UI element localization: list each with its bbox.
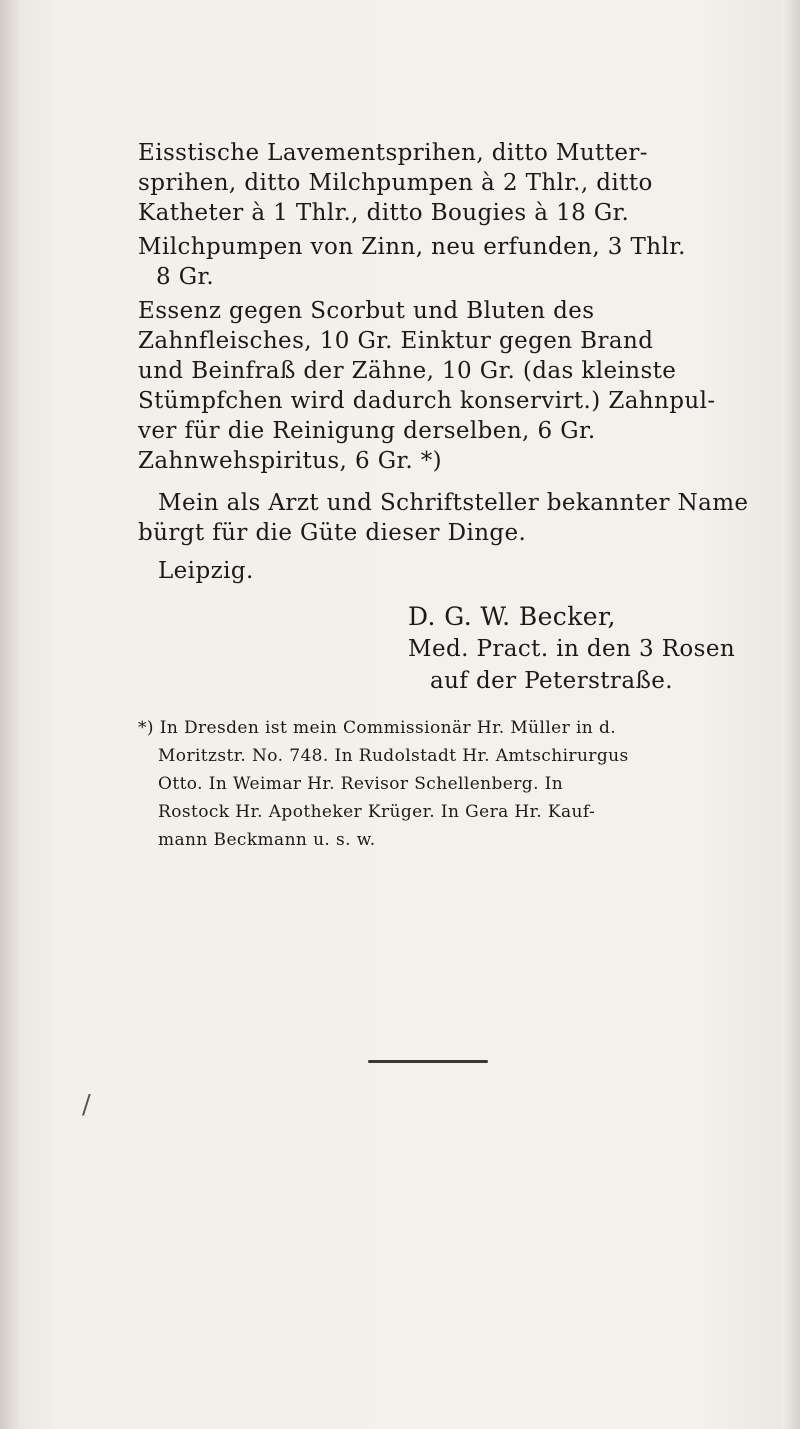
text-line: bürgt für die Güte dieser Dinge.: [138, 520, 527, 546]
place-line: Leipzig.: [158, 558, 254, 584]
text-line: Eisstische Lavementsprihen, ditto Mutter-: [138, 140, 648, 166]
text-line: Katheter à 1 Thlr., ditto Bougies à 18 Gr.: [138, 200, 630, 226]
signature-title: Med. Pract. in den 3 Rosen: [408, 636, 736, 662]
signature-address: auf der Peterstraße.: [430, 668, 673, 694]
signature-name: D. G. W. Becker,: [408, 602, 616, 631]
footnote-line: Moritzstr. No. 748. In Rudolstadt Hr. Amtschirurgus: [158, 746, 629, 766]
footnote-line: *) In Dresden ist mein Commissionär Hr. Müller in d.: [138, 718, 617, 738]
text-line: Mein als Arzt und Schriftsteller bekannter Name: [158, 490, 749, 516]
page-left-edge: [0, 0, 22, 1429]
footnote-line: Rostock Hr. Apotheker Krüger. In Gera Hr. Kauf-: [158, 802, 596, 822]
text-line: Stümpfchen wird dadurch konservirt.) Zahnpul-: [138, 388, 716, 414]
end-rule: [368, 1060, 488, 1063]
page-right-edge: [782, 0, 800, 1429]
text-line: Essenz gegen Scorbut und Bluten des: [138, 298, 595, 324]
text-line: 8 Gr.: [156, 264, 215, 290]
footnote-line: mann Beckmann u. s. w.: [158, 830, 376, 850]
text-line: Zahnwehspiritus, 6 Gr. *): [138, 448, 443, 474]
footnote-line: Otto. In Weimar Hr. Revisor Schellenberg. In: [158, 774, 564, 794]
stray-mark: /: [82, 1090, 91, 1120]
text-line: ver für die Reinigung derselben, 6 Gr.: [138, 418, 596, 444]
text-line: Milchpumpen von Zinn, neu erfunden, 3 Thlr.: [138, 234, 686, 260]
text-line: sprihen, ditto Milchpumpen à 2 Thlr., ditto: [138, 170, 653, 196]
text-line: Zahnfleisches, 10 Gr. Einktur gegen Brand: [138, 328, 654, 354]
text-line: und Beinfraß der Zähne, 10 Gr. (das kleinste: [138, 358, 677, 384]
